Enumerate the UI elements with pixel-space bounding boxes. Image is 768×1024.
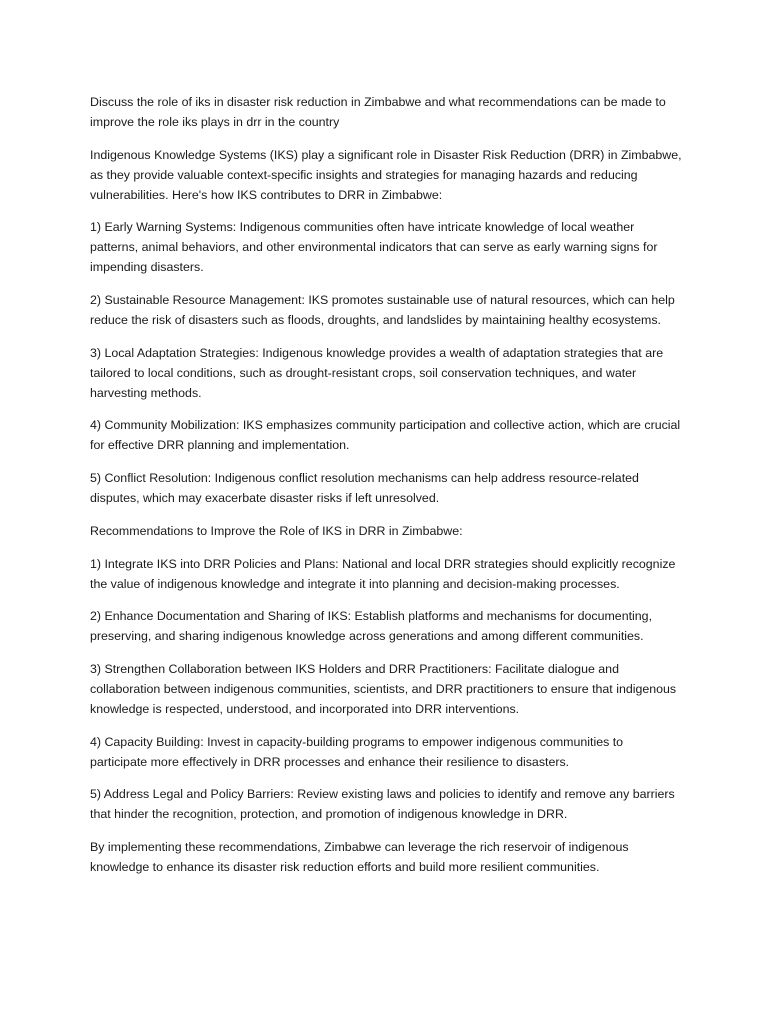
document-body bbox=[90, 92, 682, 890]
recommendation-item-integrate: 1) Integrate IKS into DRR Policies and Plans: National and local DRR strategies should explicitly recognize the value of indigenous knowledge and integrate it into planning and decision-making processes. bbox=[90, 556, 676, 591]
question-paragraph: Discuss the role of iks in disaster risk reduction in Zimbabwe and what recommendations can be made to improve the role iks plays in drr in the country bbox=[90, 95, 666, 129]
conclusion-paragraph: By implementing these recommendations, Zimbabwe can leverage the rich reservoir of indigenous knowledge to enhance its disaster risk reduction efforts and build more resilient communities. bbox=[90, 839, 629, 874]
contribution-item-mobilization: 4) Community Mobilization: IKS emphasizes community participation and collective action, which are crucial for effective DRR planning and implementation. bbox=[90, 418, 681, 453]
recommendations-heading: Recommendations to Improve the Role of IKS in DRR in Zimbabwe: bbox=[90, 523, 463, 538]
recommendation-item-legal-barriers: 5) Address Legal and Policy Barriers: Review existing laws and policies to identify and remove any barriers that hinder the recognition, protection, and promotion of indigenous knowledge in DRR. bbox=[90, 787, 675, 822]
contribution-item-early-warning: 1) Early Warning Systems: Indigenous communities often have intricate knowledge of local weather patterns, animal behaviors, and other environmental indicators that can serve as early warning signs for impending disasters. bbox=[90, 220, 658, 275]
recommendation-item-collaboration: 3) Strengthen Collaboration between IKS Holders and DRR Practitioners: Facilitate dialogue and collaboration between indigenous communities, scientists, and DRR practitioners to ensure that indigenous knowledge is respected, understood, and incorporated into DRR interventions. bbox=[90, 661, 677, 716]
contribution-item-conflict-resolution: 5) Conflict Resolution: Indigenous conflict resolution mechanisms can help address resource-related disputes, which may exacerbate disaster risks if left unresolved. bbox=[90, 471, 639, 506]
recommendation-item-capacity: 4) Capacity Building: Invest in capacity-building programs to empower indigenous communities to participate more effectively in DRR processes and enhance their resilience to disasters. bbox=[90, 734, 624, 769]
contribution-item-adaptation: 3) Local Adaptation Strategies: Indigenous knowledge provides a wealth of adaptation strategies that are tailored to local conditions, such as drought-resistant crops, soil conservation techniques, and water harvesting methods. bbox=[90, 345, 664, 400]
recommendation-item-documentation: 2) Enhance Documentation and Sharing of IKS: Establish platforms and mechanisms for documenting, preserving, and sharing indigenous knowledge across generations and among different communities. bbox=[90, 609, 653, 644]
intro-paragraph: Indigenous Knowledge Systems (IKS) play a significant role in Disaster Risk Reduction (DRR) in Zimbabwe, as they provide valuable context-specific insights and strategies for managing hazards and reducing vulnerabilities. Here's how IKS contributes to DRR in Zimbabwe: bbox=[90, 147, 682, 202]
contribution-item-resource-management: 2) Sustainable Resource Management: IKS promotes sustainable use of natural resources, which can help reduce the risk of disasters such as floods, droughts, and landslides by maintaining healthy ecosystems. bbox=[90, 293, 675, 328]
